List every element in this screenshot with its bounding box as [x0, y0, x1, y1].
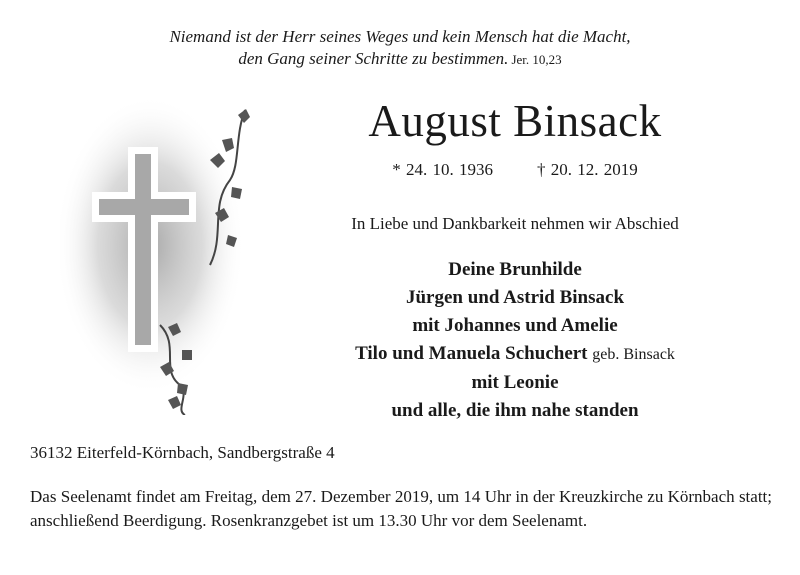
service-details: Das Seelenamt findet am Freitag, dem 27. Dezember 2019, um 14 Uhr in der Kreuzkirche zu Körnbach statt; anschließend Beerdigung. Rosenkranzgebet ist um 13.30 Uhr vor dem Seelenamt. [30, 487, 772, 530]
death-date: † 20. 12. 2019 [537, 160, 638, 179]
quote-line-2-text: den Gang seiner Schritte zu bestimmen. [238, 49, 509, 68]
mourner-line: und alle, die ihm nahe standen [391, 400, 639, 421]
mourner-line: Deine Brunhilde [448, 259, 582, 280]
deceased-name: August Binsack [368, 96, 662, 146]
mourning-address: 36132 Eiterfeld-Körnbach, Sandbergstraße 4 [30, 443, 335, 462]
mourner-line: mit Johannes und Amelie [412, 315, 618, 336]
bible-quote [0, 26, 800, 71]
mourner-line [280, 340, 750, 369]
maiden-name-note: geb. Binsack [592, 346, 675, 363]
life-dates [300, 160, 730, 180]
quote-line-2 [0, 48, 800, 71]
cross-with-ivy-illustration [60, 95, 260, 415]
mourners-list [280, 256, 750, 425]
mourner-name: Tilo und Manuela Schuchert [355, 343, 588, 364]
farewell-intro: In Liebe und Dankbarkeit nehmen wir Abschied [351, 214, 679, 233]
birth-date: * 24. 10. 1936 [392, 160, 493, 179]
mourner-line: mit Leonie [471, 372, 559, 393]
mourner-line: Jürgen und Astrid Binsack [405, 287, 625, 308]
quote-reference: Jer. 10,23 [511, 52, 562, 67]
quote-line-1: Niemand ist der Herr seines Weges und kein Mensch hat die Macht, [169, 27, 631, 46]
